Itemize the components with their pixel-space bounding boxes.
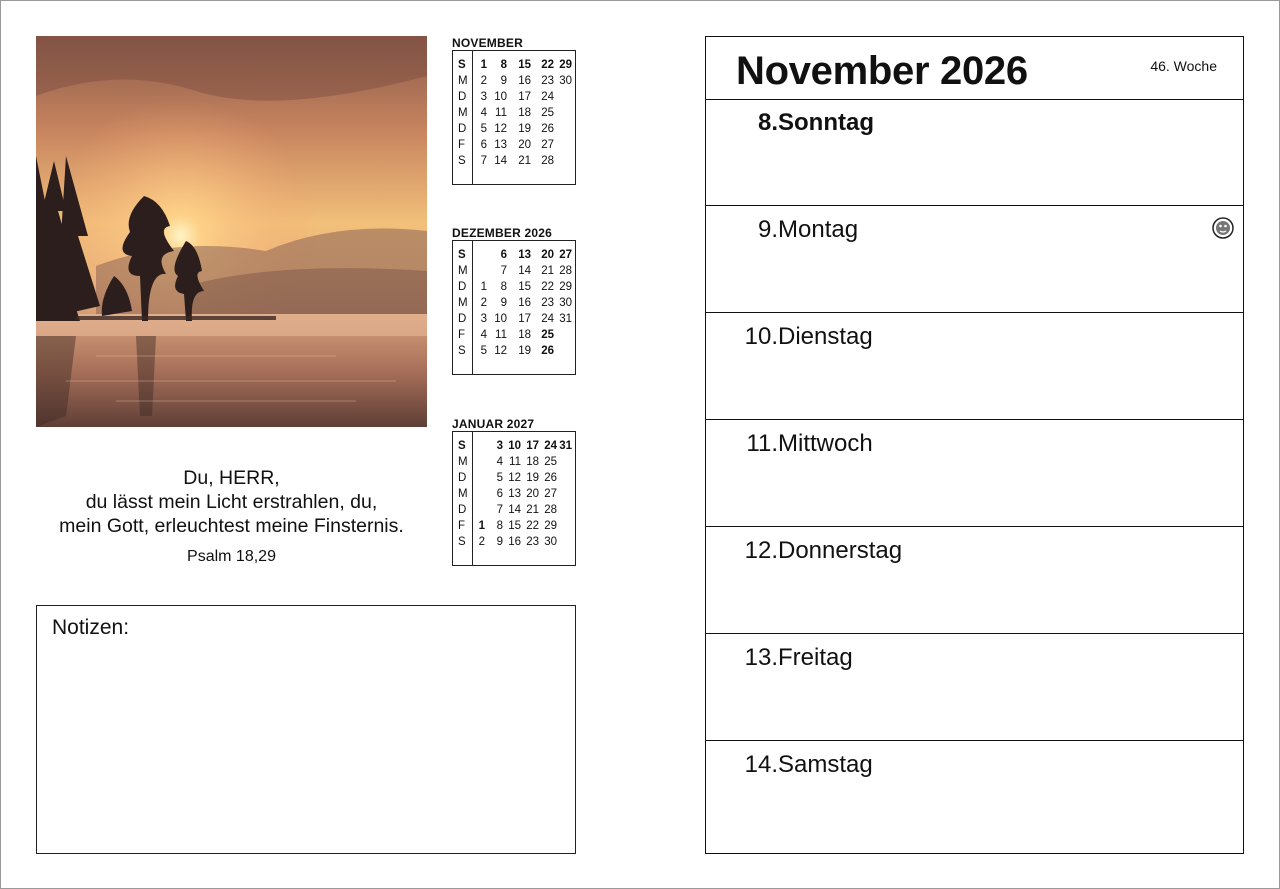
day-number: 7 bbox=[500, 265, 507, 277]
day-number: 25 bbox=[541, 107, 554, 119]
day-number: 12. bbox=[744, 537, 778, 564]
day-number: 22 bbox=[541, 281, 554, 293]
day-number: 13 bbox=[494, 139, 507, 151]
day-number: 15 bbox=[518, 59, 531, 71]
day-number: 8 bbox=[500, 59, 507, 71]
day-number: 25 bbox=[544, 456, 557, 468]
day-number: 27 bbox=[544, 488, 557, 500]
mini-calendar-row bbox=[453, 470, 575, 486]
mini-calendar-grid bbox=[452, 50, 576, 185]
weekday-letter: S bbox=[458, 249, 466, 261]
day-number: 18 bbox=[526, 456, 539, 468]
weekday-letter: M bbox=[458, 488, 468, 500]
day-number: 7 bbox=[496, 504, 503, 516]
day-number: 16 bbox=[518, 75, 531, 87]
day-number: 24 bbox=[541, 91, 554, 103]
day-number: 26 bbox=[541, 123, 554, 135]
day-row[interactable] bbox=[706, 527, 1243, 634]
day-number: 15 bbox=[518, 281, 531, 293]
weekday-letter: S bbox=[458, 59, 466, 71]
day-number: 11 bbox=[495, 107, 507, 119]
day-name: Donnerstag bbox=[778, 537, 903, 564]
day-number: 21 bbox=[518, 155, 531, 167]
day-row[interactable] bbox=[706, 634, 1243, 741]
week-number: 46. Woche bbox=[1150, 58, 1217, 74]
mini-calendar-title: NOVEMBER bbox=[452, 36, 523, 50]
day-number: 8 bbox=[496, 520, 503, 532]
day-name: Mittwoch bbox=[778, 430, 873, 457]
day-number: 1 bbox=[480, 59, 487, 71]
day-number: 14. bbox=[744, 751, 778, 778]
weekday-letter: S bbox=[458, 345, 466, 357]
verse-line: Du, HERR, bbox=[183, 467, 280, 489]
day-number: 3 bbox=[480, 91, 487, 103]
weekday-letter: M bbox=[458, 75, 468, 87]
weekday-letter: S bbox=[458, 440, 466, 452]
day-number: 4 bbox=[480, 107, 487, 119]
day-number: 10 bbox=[494, 91, 507, 103]
weekday-letter: D bbox=[458, 281, 467, 293]
day-number: 17 bbox=[526, 440, 539, 452]
day-number: 15 bbox=[508, 520, 521, 532]
mini-calendar-row bbox=[453, 57, 575, 73]
verse-reference: Psalm 18,29 bbox=[187, 548, 276, 565]
day-number: 16 bbox=[508, 536, 521, 548]
week-planner bbox=[705, 36, 1244, 854]
day-number: 28 bbox=[544, 504, 557, 516]
weekday-letter: M bbox=[458, 107, 468, 119]
mini-calendar bbox=[452, 226, 576, 375]
day-number: 23 bbox=[541, 297, 554, 309]
full-moon-icon bbox=[1212, 217, 1234, 239]
notes-box[interactable] bbox=[36, 605, 576, 854]
day-number: 2 bbox=[478, 536, 485, 548]
mini-calendar-row bbox=[453, 153, 575, 169]
day-number: 24 bbox=[541, 313, 554, 325]
mini-calendar-title: JANUAR 2027 bbox=[452, 417, 535, 431]
mini-calendar-row bbox=[453, 311, 575, 327]
mini-calendar-row bbox=[453, 534, 575, 550]
verse-line: du lässt mein Licht erstrahlen, du, bbox=[85, 491, 378, 513]
day-number: 19 bbox=[518, 345, 531, 357]
weekday-letter: M bbox=[458, 265, 468, 277]
day-number: 13 bbox=[508, 488, 521, 500]
day-number: 30 bbox=[559, 297, 572, 309]
day-number: 6 bbox=[480, 139, 487, 151]
day-number: 6 bbox=[496, 488, 503, 500]
mini-calendar-row bbox=[453, 263, 575, 279]
day-number: 21 bbox=[541, 265, 554, 277]
day-number: 14 bbox=[518, 265, 531, 277]
mini-calendar-row bbox=[453, 73, 575, 89]
day-number: 23 bbox=[541, 75, 554, 87]
day-number: 17 bbox=[518, 91, 531, 103]
day-number: 6 bbox=[500, 249, 507, 261]
day-number: 29 bbox=[559, 281, 572, 293]
day-row[interactable] bbox=[706, 99, 1243, 206]
weekday-letter: D bbox=[458, 504, 467, 516]
day-number: 11. bbox=[746, 430, 778, 457]
weekday-letter: D bbox=[458, 123, 467, 135]
day-number: 20 bbox=[526, 488, 539, 500]
day-number: 29 bbox=[544, 520, 557, 532]
day-number: 16 bbox=[518, 297, 531, 309]
mini-calendar-row bbox=[453, 486, 575, 502]
day-number: 4 bbox=[480, 329, 487, 341]
weekday-letter: S bbox=[458, 155, 466, 167]
mini-calendar-row bbox=[453, 247, 575, 263]
day-number: 8 bbox=[500, 281, 507, 293]
day-number: 31 bbox=[559, 313, 572, 325]
day-name: Freitag bbox=[778, 644, 853, 671]
month-title: November 2026 bbox=[736, 49, 1028, 93]
day-number: 31 bbox=[559, 440, 572, 452]
day-number: 5 bbox=[496, 472, 503, 484]
day-name: Samstag bbox=[778, 751, 873, 778]
day-number: 9. bbox=[757, 216, 778, 243]
verse-line: mein Gott, erleuchtest meine Finsternis. bbox=[59, 515, 404, 537]
day-number: 9 bbox=[500, 75, 507, 87]
day-number: 27 bbox=[559, 249, 572, 261]
weekday-letter: F bbox=[458, 139, 466, 151]
day-number: 20 bbox=[518, 139, 531, 151]
misty-lake-sunrise-photo bbox=[36, 36, 427, 427]
day-number: 9 bbox=[496, 536, 503, 548]
mini-calendar bbox=[452, 417, 576, 566]
day-row[interactable] bbox=[706, 420, 1243, 527]
day-number: 8. bbox=[757, 109, 778, 136]
day-number: 3 bbox=[480, 313, 487, 325]
mini-calendar-row bbox=[453, 279, 575, 295]
day-number: 12 bbox=[494, 345, 507, 357]
day-number: 11 bbox=[495, 329, 507, 341]
day-number: 26 bbox=[541, 345, 554, 357]
mini-calendar-grid bbox=[452, 431, 576, 566]
mini-calendar-row bbox=[453, 454, 575, 470]
day-number: 2 bbox=[480, 297, 487, 309]
mini-calendar-row bbox=[453, 327, 575, 343]
day-name: Montag bbox=[778, 216, 859, 243]
mini-calendar-title: DEZEMBER 2026 bbox=[452, 226, 552, 240]
day-number: 22 bbox=[541, 59, 554, 71]
day-number: 1 bbox=[480, 281, 487, 293]
day-number: 30 bbox=[544, 536, 557, 548]
day-number: 18 bbox=[518, 107, 531, 119]
mini-calendar-row bbox=[453, 343, 575, 359]
day-number: 25 bbox=[541, 329, 554, 341]
day-number: 9 bbox=[500, 297, 507, 309]
day-row[interactable] bbox=[706, 741, 1243, 852]
day-number: 18 bbox=[518, 329, 531, 341]
day-number: 19 bbox=[518, 123, 531, 135]
day-number: 12 bbox=[508, 472, 521, 484]
day-number: 7 bbox=[480, 155, 487, 167]
day-number: 13. bbox=[744, 644, 778, 671]
weekday-letter: S bbox=[458, 536, 466, 548]
day-number: 20 bbox=[541, 249, 554, 261]
weekday-letter: F bbox=[458, 329, 466, 341]
mini-calendar-row bbox=[453, 502, 575, 518]
day-number: 26 bbox=[544, 472, 557, 484]
day-number: 5 bbox=[480, 345, 487, 357]
weekday-letter: F bbox=[458, 520, 466, 532]
day-number: 2 bbox=[480, 75, 487, 87]
weekday-letter: M bbox=[458, 456, 468, 468]
day-number: 24 bbox=[544, 440, 557, 452]
day-number: 14 bbox=[494, 155, 507, 167]
day-number: 14 bbox=[508, 504, 521, 516]
weekday-letter: M bbox=[458, 297, 468, 309]
day-number: 28 bbox=[541, 155, 554, 167]
mini-calendar-row bbox=[453, 295, 575, 311]
day-number: 1 bbox=[478, 520, 485, 532]
day-number: 4 bbox=[496, 456, 503, 468]
day-row[interactable] bbox=[706, 206, 1243, 313]
day-number: 5 bbox=[480, 123, 487, 135]
day-number: 21 bbox=[526, 504, 539, 516]
mini-calendar-row bbox=[453, 137, 575, 153]
day-name: Dienstag bbox=[778, 323, 873, 350]
weekday-letter: D bbox=[458, 91, 467, 103]
bible-verse bbox=[36, 466, 427, 538]
day-number: 17 bbox=[518, 313, 531, 325]
week-header bbox=[706, 37, 1243, 100]
day-name: Sonntag bbox=[778, 109, 874, 136]
day-number: 30 bbox=[559, 75, 572, 87]
mini-calendar-grid bbox=[452, 240, 576, 375]
mini-calendar-row bbox=[453, 89, 575, 105]
day-number: 28 bbox=[559, 265, 572, 277]
mini-calendar-row bbox=[453, 518, 575, 534]
mini-calendar-row bbox=[453, 105, 575, 121]
day-number: 10 bbox=[494, 313, 507, 325]
day-number: 27 bbox=[541, 139, 554, 151]
day-number: 11 bbox=[509, 456, 521, 468]
mini-calendar bbox=[452, 36, 576, 185]
day-number: 19 bbox=[526, 472, 539, 484]
notes-label: Notizen: bbox=[52, 616, 130, 639]
day-number: 23 bbox=[526, 536, 539, 548]
day-row[interactable] bbox=[706, 313, 1243, 420]
day-number: 29 bbox=[559, 59, 572, 71]
day-number: 10 bbox=[508, 440, 521, 452]
day-number: 10. bbox=[744, 323, 778, 350]
day-number: 12 bbox=[494, 123, 507, 135]
mini-calendar-row bbox=[453, 121, 575, 137]
day-number: 13 bbox=[518, 249, 531, 261]
day-number: 22 bbox=[526, 520, 539, 532]
weekday-letter: D bbox=[458, 313, 467, 325]
mini-calendar-row bbox=[453, 438, 575, 454]
weekday-letter: D bbox=[458, 472, 467, 484]
day-number: 3 bbox=[496, 440, 503, 452]
